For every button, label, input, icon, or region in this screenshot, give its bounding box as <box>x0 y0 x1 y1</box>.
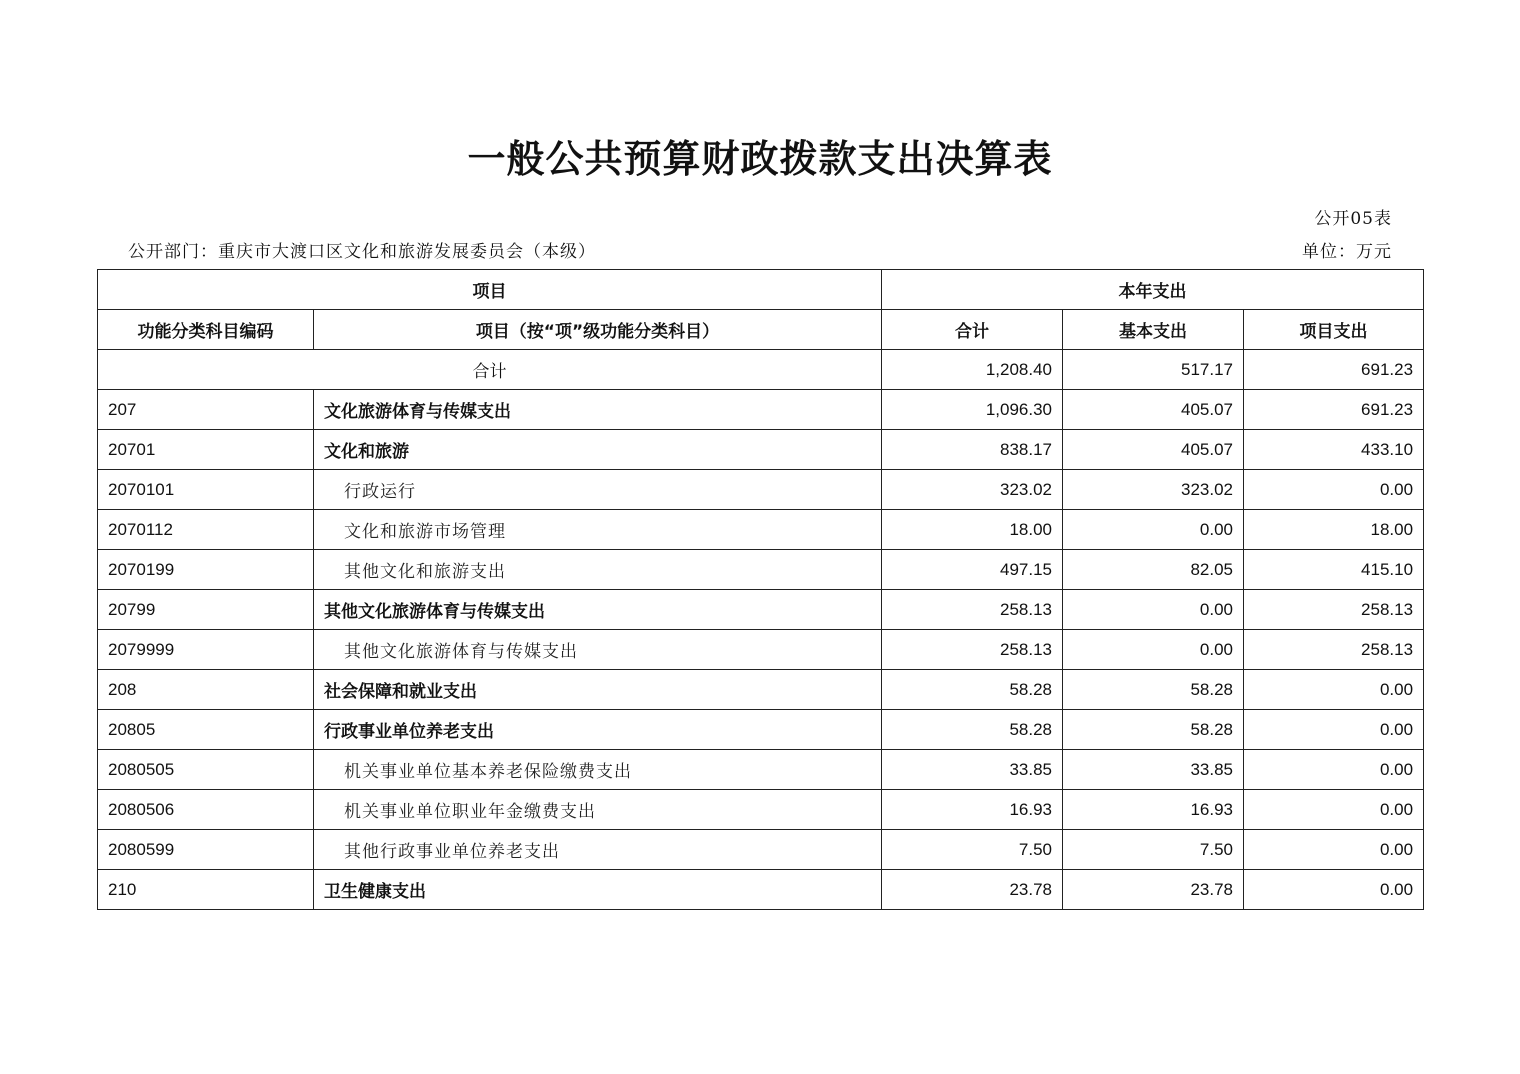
table-row <box>98 430 1424 470</box>
row-basic: 405.07 <box>1063 390 1244 430</box>
table-row <box>98 790 1424 830</box>
table-row <box>98 870 1424 910</box>
row-code: 2070101 <box>98 470 314 510</box>
table-number: 公开05表 <box>1314 209 1392 229</box>
row-project: 691.23 <box>1244 390 1424 430</box>
row-code: 2080599 <box>98 830 314 870</box>
row-project: 0.00 <box>1244 670 1424 710</box>
row-code: 210 <box>98 870 314 910</box>
header-code: 功能分类科目编码 <box>98 310 314 350</box>
table-row <box>98 670 1424 710</box>
row-total: 18.00 <box>882 510 1063 550</box>
total-label: 合计 <box>98 350 882 390</box>
row-project: 0.00 <box>1244 750 1424 790</box>
row-total: 58.28 <box>882 710 1063 750</box>
row-project: 0.00 <box>1244 830 1424 870</box>
row-name: 行政事业单位养老支出 <box>314 710 882 750</box>
row-total: 16.93 <box>882 790 1063 830</box>
row-total: 497.15 <box>882 550 1063 590</box>
table-row <box>98 470 1424 510</box>
row-name: 其他文化和旅游支出 <box>314 550 882 590</box>
row-basic: 7.50 <box>1063 830 1244 870</box>
row-basic: 0.00 <box>1063 630 1244 670</box>
row-code: 2080505 <box>98 750 314 790</box>
table-row <box>98 510 1424 550</box>
row-total: 23.78 <box>882 870 1063 910</box>
row-basic: 0.00 <box>1063 510 1244 550</box>
total-row <box>98 350 1424 390</box>
row-basic: 16.93 <box>1063 790 1244 830</box>
row-name: 机关事业单位基本养老保险缴费支出 <box>314 750 882 790</box>
department-label: 公开部门：重庆市大渡口区文化和旅游发展委员会（本级） <box>128 242 596 262</box>
row-total: 838.17 <box>882 430 1063 470</box>
row-total: 33.85 <box>882 750 1063 790</box>
row-project: 258.13 <box>1244 630 1424 670</box>
row-basic: 82.05 <box>1063 550 1244 590</box>
row-total: 323.02 <box>882 470 1063 510</box>
row-project: 0.00 <box>1244 870 1424 910</box>
row-basic: 23.78 <box>1063 870 1244 910</box>
row-name: 文化和旅游市场管理 <box>314 510 882 550</box>
total-basic: 517.17 <box>1063 350 1244 390</box>
table-row <box>98 710 1424 750</box>
row-basic: 58.28 <box>1063 670 1244 710</box>
row-basic: 405.07 <box>1063 430 1244 470</box>
row-name: 其他文化旅游体育与传媒支出 <box>314 590 882 630</box>
row-project: 415.10 <box>1244 550 1424 590</box>
table-row <box>98 590 1424 630</box>
row-total: 258.13 <box>882 630 1063 670</box>
row-project: 0.00 <box>1244 790 1424 830</box>
row-name: 文化和旅游 <box>314 430 882 470</box>
total-total: 1,208.40 <box>882 350 1063 390</box>
row-project: 0.00 <box>1244 470 1424 510</box>
table-row <box>98 390 1424 430</box>
row-total: 7.50 <box>882 830 1063 870</box>
row-total: 1,096.30 <box>882 390 1063 430</box>
row-name: 卫生健康支出 <box>314 870 882 910</box>
row-project: 258.13 <box>1244 590 1424 630</box>
page-title: 一般公共预算财政拨款支出决算表 <box>467 137 1053 181</box>
row-project: 0.00 <box>1244 710 1424 750</box>
table-row <box>98 830 1424 870</box>
row-name: 文化旅游体育与传媒支出 <box>314 390 882 430</box>
row-code: 2080506 <box>98 790 314 830</box>
row-basic: 58.28 <box>1063 710 1244 750</box>
header-item: 项目（按“项”级功能分类科目） <box>314 310 882 350</box>
table-row <box>98 630 1424 670</box>
row-name: 其他文化旅游体育与传媒支出 <box>314 630 882 670</box>
row-code: 20701 <box>98 430 314 470</box>
header-basic: 基本支出 <box>1063 310 1244 350</box>
row-code: 20805 <box>98 710 314 750</box>
row-basic: 33.85 <box>1063 750 1244 790</box>
header-total: 合计 <box>882 310 1063 350</box>
header-current-year: 本年支出 <box>882 270 1424 310</box>
row-name: 其他行政事业单位养老支出 <box>314 830 882 870</box>
row-name: 行政运行 <box>314 470 882 510</box>
row-basic: 0.00 <box>1063 590 1244 630</box>
row-code: 207 <box>98 390 314 430</box>
table-row <box>98 750 1424 790</box>
header-project-expense: 项目支出 <box>1244 310 1424 350</box>
row-code: 20799 <box>98 590 314 630</box>
row-code: 208 <box>98 670 314 710</box>
row-code: 2070112 <box>98 510 314 550</box>
row-project: 18.00 <box>1244 510 1424 550</box>
row-code: 2070199 <box>98 550 314 590</box>
header-project: 项目 <box>98 270 882 310</box>
row-total: 258.13 <box>882 590 1063 630</box>
table-row <box>98 550 1424 590</box>
unit-label: 单位：万元 <box>1302 242 1392 262</box>
row-code: 2079999 <box>98 630 314 670</box>
row-basic: 323.02 <box>1063 470 1244 510</box>
total-project: 691.23 <box>1244 350 1424 390</box>
budget-table <box>97 269 1424 910</box>
row-project: 433.10 <box>1244 430 1424 470</box>
row-total: 58.28 <box>882 670 1063 710</box>
row-name: 机关事业单位职业年金缴费支出 <box>314 790 882 830</box>
row-name: 社会保障和就业支出 <box>314 670 882 710</box>
